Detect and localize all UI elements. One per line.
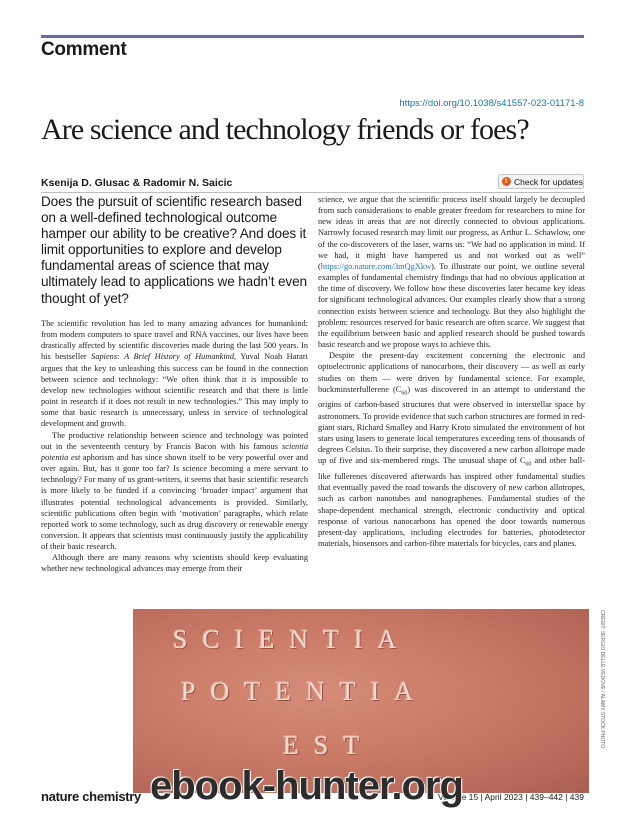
engraving-line-3: EST — [283, 731, 375, 760]
journal-name: nature chemistry — [41, 789, 141, 804]
check-for-updates-button[interactable] — [498, 174, 584, 189]
watermark: ebook-hunter.org — [150, 764, 463, 808]
photo-credit: CREDIT: SERGIO DELLE VEDOVE / ALAMY STOCK PHOTO — [599, 610, 605, 749]
engraving-line-1: SCIENTIA — [173, 625, 412, 654]
section-label: Comment — [41, 39, 127, 60]
paragraph: Despite the present-day excitement concerning the electronic and optoelectronic applications of nanocarbons, their discovery — as well as early studies on them — were driven by fundamental science. For example, buckminsterfullerene $(C_{60})$ was discovered in an attempt to understand the origins of carbon-based structures that were observed in interstellar space by astronomers. To provide evidence that such carbon structures are formed in red-giant stars, Richard Smalley and Harry Kroto simulated the environment of hot stars using lasers to generate local temperatures exceeding tens of thousands of degrees Celsius. To their surprise, they discovered a new carbon allotrope made up of five and six-membered rings. The unusual shape of $C_{60}$ and other ball-like fullerenes discovered afterwards has inspired other fundamental studies that eventually paved the road towards the discovery of new carbon allotropes, such as carbon nanotubes and nanographenes. Fundamental studies of the shape-dependent mechanical strength, electronic conductivity and optical response of various nanocarbons has opened the door towards numerous present-day applications, including electrodes for batteries, photodetector materials, biosensors and carbon-fibre materials for bicycles, cars and planes. — [318, 351, 586, 548]
check-for-updates-label: Check for updates — [514, 176, 583, 187]
author-divider — [41, 192, 584, 193]
paragraph: Although there are many reasons why scientists should keep evaluating whether new technological advances may emerge from their — [41, 553, 308, 574]
body-column-right — [318, 194, 585, 549]
body-column-left — [41, 318, 308, 575]
doi-link[interactable]: https://doi.org/10.1038/s41557-023-01171-8 — [399, 98, 584, 109]
update-badge-icon — [502, 177, 511, 186]
engraving-line-2: POTENTIA — [181, 677, 429, 706]
issue-info: Volume 15 | April 2023 | 439–442 | 439 — [437, 792, 584, 802]
paragraph: science, we argue that the scientific process itself should largely be decoupled from such considerations to enable greater freedom for researchers to mine for new ideas in areas that are not directly connected to obvious applications. Narrowly focused research may limit our progress, as Arthur L. Schawlow, one of the co-discoverers of the laser, warns us: “We had no application in mind. If we had, it might have hampered us and not worked out as well” (https://go.nature.com/3mQgXkw). To illustrate our point, we outline several examples of fundamental chemistry findings that had no obvious application at the time of discovery. We follow how these discoveries later became key ideas for significant technological advances. Our examples clearly show that a strong connection exists between science and technology. But they also highlight the problem: resources reserved for basic research are often scarce. We suggest that the equilibrium between basic and applied research should be pushed towards basic research and we propose ways to achieve this. — [318, 195, 585, 350]
paragraph: The productive relationship between science and technology was pointed out in the seventeenth century by Francis Bacon with his famous scientia potentia est aphorism and has since shown itself to be very powerful over and over again. But, has it gone too far? Is science becoming a mere servant to technology? For many of us grant-writers, it seems that basic scientific research is more likely to be funded if a convincing ‘broader impact’ argument that illustrates potential technological advancements is provided. Similarly, scientific publications often begin with ‘motivation’ paragraphs, which relate reported work to some technology, such as drug discovery or renewable energy conversion. It appears that scientists must continuously justify the applicability of their basic research. — [41, 430, 308, 552]
top-rule — [41, 35, 584, 38]
reference-link[interactable]: https://go.nature.com/3mQgXkw — [320, 261, 432, 271]
standfirst: Does the pursuit of scientific research based on a well-defined technological outcome hamper our ability to be creative? And does it limit opportunities to explore and develop fundamental areas of science that may ultimately lead to applications we hadn’t even thought of yet? — [41, 194, 307, 306]
paragraph: The scientific revolution has led to many amazing advances for humankind: from modern computers to space travel and RNA vaccines, our lives have been drastically affected by scientific discoveries made during the last 500 years. In his bestseller Sapiens: A Brief History of Humankind, Yuval Noah Harari argues that the key to unleashing this success can be found in the connection between science and technology: “We often think that it is impossible to develop new technologies without scientific research and that there is little point in research if it does not result in new technologies.” This may imply to some that basic research is unnecessary, unless in service of technological development and growth. — [41, 319, 308, 429]
article-title: Are science and technology friends or foes? — [41, 113, 529, 146]
book-title: Sapiens: A Brief History of Humankind — [91, 352, 235, 362]
author-line: Ksenija D. Glusac & Radomir N. Saicic — [41, 177, 233, 189]
latin-motto: scientia potentia est — [41, 441, 308, 462]
